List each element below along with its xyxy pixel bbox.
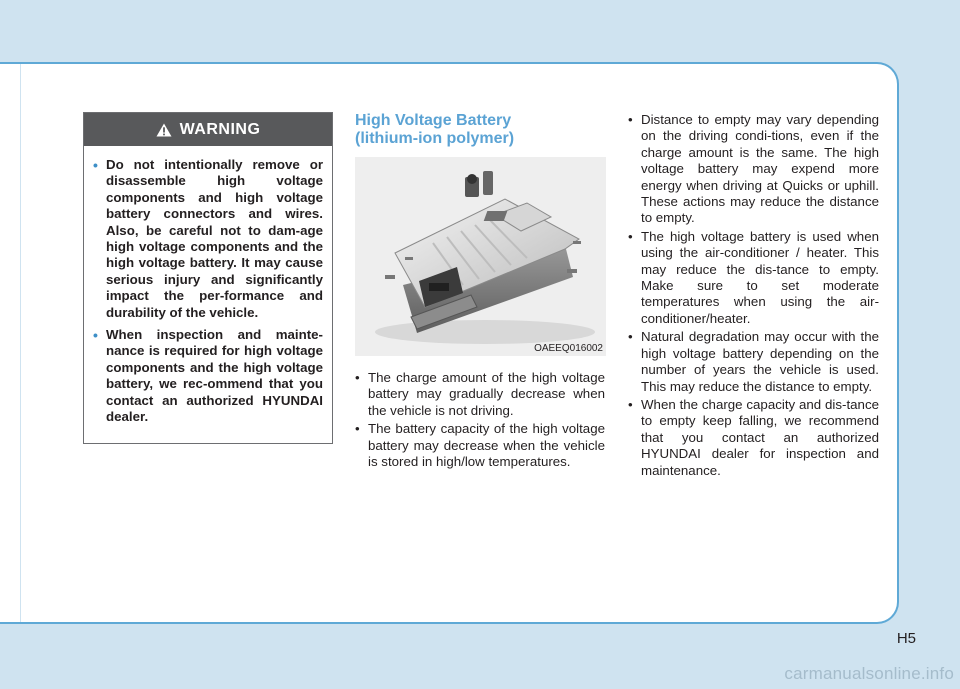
battery-figure	[355, 157, 606, 356]
warning-header	[84, 113, 332, 146]
list-item	[628, 397, 879, 479]
bullet-dot-icon: •	[355, 370, 360, 385]
page-margin-rule	[20, 64, 21, 622]
warning-item	[93, 327, 323, 425]
warning-label: WARNING	[179, 120, 261, 138]
section-title-line: (lithium-ion polymer)	[355, 130, 515, 147]
watermark-text: carmanualsonline.info	[784, 664, 954, 683]
list-item-text: The battery capacity of the high voltage battery may decrease when the vehicle is stored in high/low temperatures.	[368, 421, 605, 470]
bullet-dot-icon: •	[93, 327, 98, 344]
warning-item-text: Do not intentionally remove or disassemble high voltage components and high voltage battery connectors and wires. Also, be careful not to dam-age high voltage components and the high voltage battery. It may cause serious injury and significantly impact the per-formance and durability of the vehicle.	[106, 157, 323, 320]
list-item-text: Natural degradation may occur with the high voltage battery depending on the number of years the vehicle is used. This may reduce the distance to empty.	[641, 329, 879, 394]
bullet-dot-icon: •	[628, 396, 633, 412]
list-item-text: The high voltage battery is used when using the air-conditioner / heater. This may reduce the dis-tance to empty. Make sure to set moderate temperatures when using the air-conditioner/heater.	[641, 228, 879, 326]
list-item	[355, 370, 605, 419]
warning-box	[83, 112, 333, 444]
section-title-line: High Voltage Battery	[355, 112, 512, 129]
warning-item	[93, 157, 323, 321]
list-item-text: The charge amount of the high voltage battery may gradually decrease when the vehicle is not driving.	[368, 370, 605, 418]
bullet-dot-icon: •	[93, 157, 98, 173]
page-number: H5	[896, 630, 916, 647]
section-title	[355, 112, 615, 148]
bullet-dot-icon: •	[355, 421, 360, 437]
list-item-text: When the charge capacity and dis-tance to empty keep falling, we recommend that you contact an authorized HYUNDAI dealer for inspection and maintenance.	[641, 396, 879, 478]
warning-triangle-icon	[156, 123, 172, 137]
battery-illustration	[355, 157, 606, 356]
warning-list	[84, 146, 332, 426]
list-item-text: Distance to empty may vary depending on the driving condi-tions, even if the charge amount is the same. The high voltage battery may expend more energy when driving at Quicks or uphill. These actions may reduce the distance to empty.	[641, 112, 879, 226]
list-item	[355, 421, 605, 470]
bullet-dot-icon: •	[628, 329, 633, 345]
list-item	[628, 112, 879, 227]
right-bullet-list	[628, 112, 879, 481]
list-item	[628, 229, 879, 327]
list-item	[628, 329, 879, 395]
bullet-dot-icon: •	[628, 112, 633, 127]
middle-bullet-list	[355, 370, 605, 472]
warning-item-text: When inspection and mainte-nance is required for high voltage components and the high voltage battery, we rec-ommend that you contact an authorized HYUNDAI dealer.	[106, 327, 323, 425]
bullet-dot-icon: •	[628, 228, 633, 244]
figure-caption: OAEEQ016002	[534, 343, 603, 354]
